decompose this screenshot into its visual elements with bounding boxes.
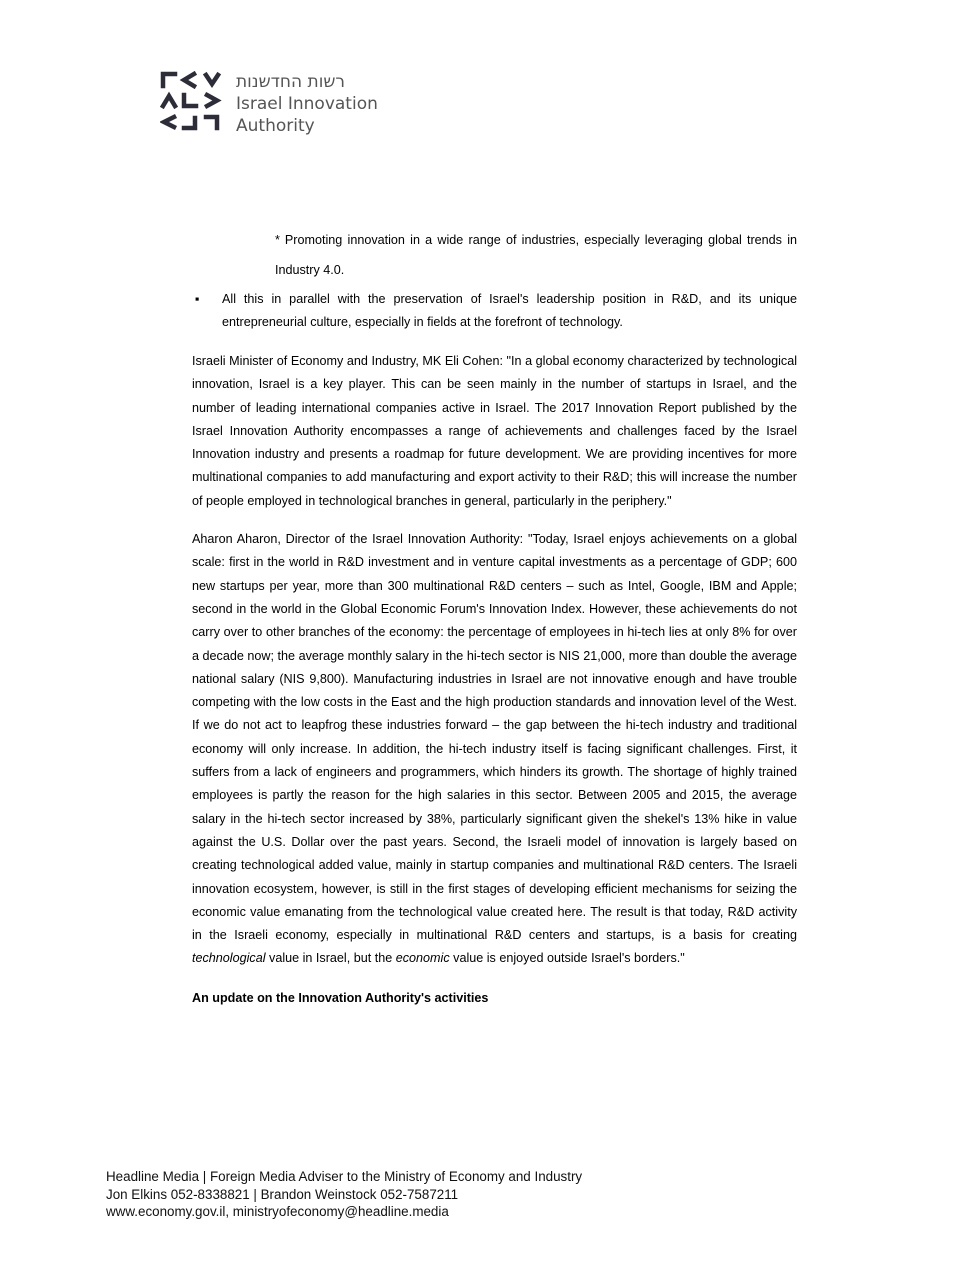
sub-bullet-marker: *: [275, 233, 280, 247]
bullet-text: All this in parallel with the preservation of Israel's leadership position in R&D, and its unique entrepreneurial culture, especially in fields at the forefront of technology.: [222, 292, 797, 329]
footer-line1: Headline Media | Foreign Media Adviser to the Ministry of Economy and Industry: [106, 1169, 583, 1184]
bullet-marker: ▪: [195, 292, 200, 306]
minister-quote-paragraph: Israeli Minister of Economy and Industry, MK Eli Cohen: "In a global economy characterized by technological innovation, Israel is a key player. This can be seen mainly in the number of startups in Israel, and the number of leading international companies active in Israel. The 2017 Innovation Report published by the Israel Innovation Authority encompasses a range of achievements and challenges faced by the Israel Innovation industry and presents a roadmap for future development. We are providing incentives for more multinational companies to add manufacturing and export activity to their R&D; this will increase the number of people employed in technological branches in general, particularly in the periphery.": [192, 354, 797, 508]
sub-bullet-text: Promoting innovation in a wide range of industries, especially leveraging global trends in Industry 4.0.: [275, 233, 797, 277]
footer: [106, 1168, 582, 1221]
footer-contacts: Jon Elkins 052-8338821 | Brandon Weinstock 052-7587211: [106, 1186, 459, 1202]
sub-bullet-item: [275, 225, 797, 285]
emphasis-technological: technological: [192, 951, 266, 966]
director-quote-mid: value in Israel, but the: [269, 951, 393, 966]
logo: [160, 70, 378, 137]
footer-links: www.economy.gov.il, ministryofeconomy@headline.media: [106, 1204, 449, 1219]
section-heading: An update on the Innovation Authority's activities: [192, 990, 489, 1005]
bullet-item: [192, 288, 797, 334]
logo-line2: Authority: [236, 116, 315, 136]
director-quote-end: value is enjoyed outside Israel's borders.": [453, 951, 685, 966]
director-quote-text: Aharon Aharon, Director of the Israel Innovation Authority: "Today, Israel enjoys achievements on a global scale: first in the world in R&D investment and in venture capital investments as a percentage of GDP; 600 new startups per year, more than 300 multinational R&D centers – such as Intel, Google, IBM and Apple; second in the world in the Global Economic Forum's Innovation Index. However, these achievements do not carry over to other branches of the economy: the percentage of employees in hi-tech lies at only 8% for over a decade now; the average monthly salary in the hi-tech sector is NIS 21,000, more than double the average national salary (NIS 9,800). Manufacturing industries in Israel are not innovative enough and have trouble competing with the low costs in the East and the high production standards and innovation level of the West. If we do not act to leapfrog these industries forward – the gap between the hi-tech industry and traditional economy will only increase. In addition, the hi-tech industry itself is facing significant challenges. First, it suffers from a lack of engineers and programmers, which hinders its growth. The shortage of highly trained employees is partly the reason for the high salaries in this sector. Between 2005 and 2015, the average salary in the hi-tech sector increased by 38%, particularly significant given the shekel's 13% hike in value against the U.S. Dollar over the past years. Second, the Israeli model of innovation is largely based on creating technological added value, mainly in startup companies and multinational R&D centers. The Israeli innovation ecosystem, however, is still in the first stages of developing efficient mechanisms for seizing the economic value emanating from the technological value created here. The result is that today, R&D activity in the Israeli economy, especially in multinational R&D centers and startups, is a basis for creating: [192, 532, 797, 943]
director-quote-paragraph: [192, 528, 797, 971]
logo-line1: Israel Innovation: [236, 94, 378, 114]
logo-text: [236, 71, 378, 137]
logo-mark-icon: [160, 70, 222, 132]
document-body: [192, 225, 797, 1010]
logo-hebrew: רשות החדשנות: [236, 72, 345, 92]
emphasis-economic: economic: [395, 951, 450, 966]
